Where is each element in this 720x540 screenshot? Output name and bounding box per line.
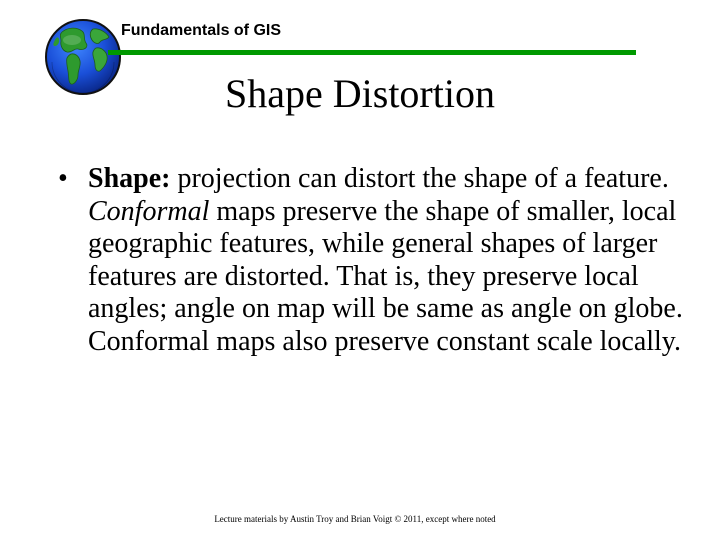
bullet-text-part-2: maps preserve the shape of smaller, local geographic features, while general shapes of larger features are distorted. That is, they preserve local angles; angle on map will be same as angle on globe. Conformal maps also preserve constant scale locally. bbox=[88, 195, 683, 357]
bullet-text bbox=[88, 163, 688, 358]
bullet-italic-term: Conformal bbox=[88, 195, 210, 227]
footer-credit: Lecture materials by Austin Troy and Brian Voigt © 2011, except where noted bbox=[214, 514, 496, 524]
bullet-item bbox=[58, 163, 688, 358]
slide-body bbox=[58, 163, 688, 358]
slide-title-text: Shape Distortion bbox=[225, 71, 495, 116]
footer bbox=[0, 514, 720, 524]
bullet-text-part-1: projection can distort the shape of a feature. bbox=[170, 163, 669, 194]
slide-title bbox=[0, 70, 720, 117]
course-title: Fundamentals of GIS bbox=[121, 22, 282, 39]
header-divider bbox=[108, 50, 636, 55]
bullet-lead-term: Shape: bbox=[88, 163, 171, 194]
bullet-glyph: • bbox=[58, 163, 68, 194]
